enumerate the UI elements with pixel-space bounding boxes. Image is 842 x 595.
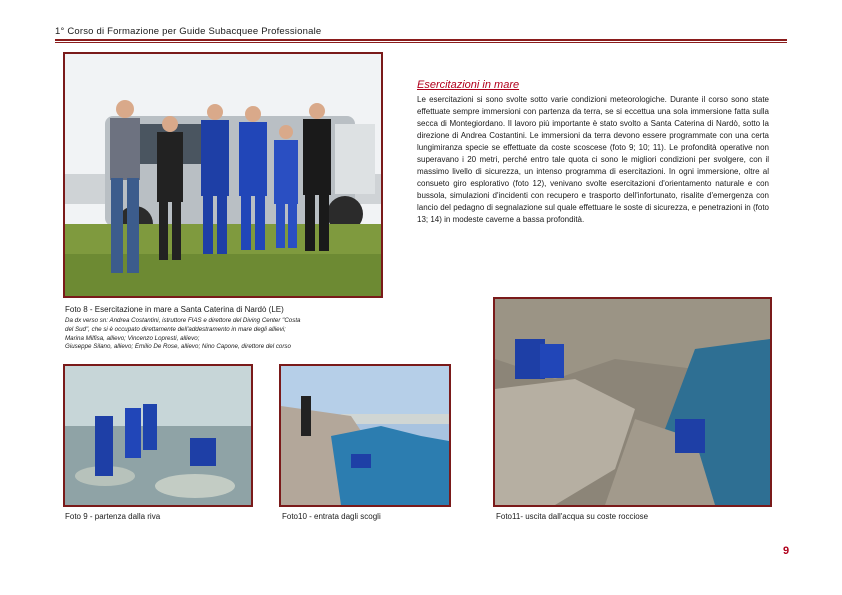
header-rule-thick bbox=[55, 39, 787, 41]
credit-line: Giuseppe Silano, allievo; Emilio De Rose, allievo; Nino Capone, direttore del corso bbox=[65, 343, 291, 351]
article-esercitazioni bbox=[417, 79, 769, 225]
page-header: 1° Corso di Formazione per Guide Subacquee Professionale bbox=[55, 26, 322, 37]
credit-line: Da dx verso sn: Andrea Costantini, istruttore FIAS e direttore del Diving Center "Costa bbox=[65, 317, 301, 324]
credits-foto-8 bbox=[65, 317, 385, 352]
header-rule-thin bbox=[55, 42, 787, 43]
photo-uscita-coste bbox=[493, 297, 772, 507]
photo-entrata-scogli bbox=[279, 364, 451, 507]
article-body: Le esercitazioni si sono svolte sotto varie condizioni meteorologiche. Durante il corso sono state effettuate sempre immersioni con partenza da terra, se si eccettua una sola immersione fatta sulla secca di Montegiordano. Il lavoro più importante è stato svolto a Santa Caterina di Nardò, sotto la direzione di Andrea Costantini. Le immersioni da terra devono essere programmate con una certa lungimiranza specie se effettuate da coste scoscese (foto 9; 10; 11). Le profondità operative non superavano i 20 metri, perché entro tale quota ci sono le migliori condizioni per svolgere, con il massimo livello di sicurezza, un intenso programma di esercitazioni. In ogni immersione, oltre al consueto giro esplorativo (foto 12), venivano svolte esercitazioni d'orientamento naturale e con bussola, simulazioni d'incidenti con recupero e trasporto dell'infortunato, risalite d'emergenza con lancio del pedagno di segnalazione sul quale effettuare le soste di sicurezza, e penetrazioni in (foto 13; 14) in modeste caverne a bassa profondità. bbox=[417, 95, 769, 224]
credit-line: Marina Milfisa, allievo; Vincenzo Lopresti, allievo; bbox=[65, 334, 200, 342]
photo-group-divers bbox=[63, 52, 383, 298]
rocky-exit-illustration bbox=[495, 299, 770, 505]
caption-foto-8: Foto 8 - Esercitazione in mare a Santa Caterina di Nardò (LE) bbox=[65, 305, 284, 314]
article-title: Esercitazioni in mare bbox=[417, 79, 520, 91]
caption-foto-9: Foto 9 - partenza dalla riva bbox=[65, 512, 161, 521]
rocky-entry-illustration bbox=[281, 366, 449, 505]
photo-partenza-riva bbox=[63, 364, 253, 507]
shore-entry-illustration bbox=[65, 366, 251, 505]
group-photo-illustration bbox=[65, 54, 381, 296]
credit-line: del Sud", che si è occupato direttamente dell'addestramento in mare degli allievi; bbox=[65, 325, 286, 333]
caption-foto-11: Foto11- uscita dall'acqua su coste rocciose bbox=[496, 512, 649, 521]
caption-foto-10: Foto10 - entrata dagli scogli bbox=[282, 512, 381, 521]
page-number: 9 bbox=[783, 545, 790, 557]
